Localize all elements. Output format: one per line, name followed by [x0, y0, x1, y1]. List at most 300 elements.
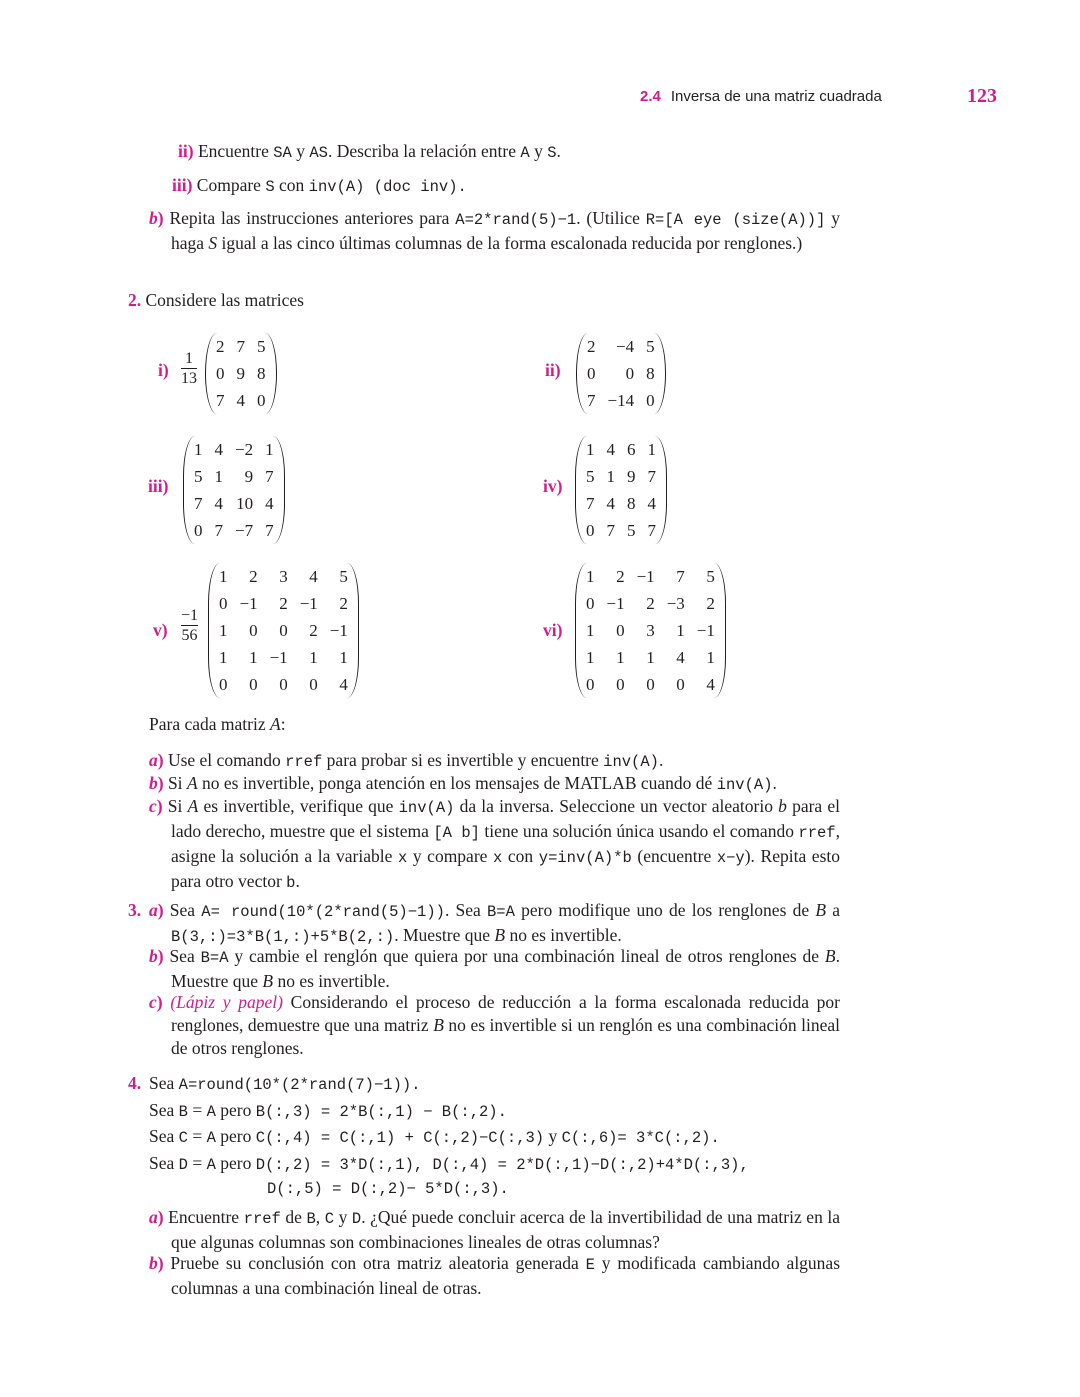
text: no es invertible.: [505, 925, 622, 945]
matrix-entry: 7: [216, 390, 225, 410]
item-2-heading: [128, 289, 304, 312]
item-label: ii): [178, 141, 198, 161]
text: Sea: [169, 946, 201, 966]
text: :: [280, 714, 286, 734]
matrix-entry: 0: [257, 390, 266, 410]
text: Use el comando: [167, 750, 286, 770]
math-var: B: [262, 971, 274, 991]
text: (encuentre: [631, 846, 717, 866]
text: Pruebe su conclusión con otra matriz aleatoria generada: [170, 1253, 586, 1273]
matrix-row: [188, 436, 280, 463]
matrix-row: [580, 517, 662, 544]
matrix-entry: 7: [676, 566, 685, 586]
matrix-entry: 3: [646, 620, 655, 640]
item-label: b: [149, 773, 158, 793]
item-4a: [149, 1206, 840, 1254]
item-label: ): [157, 900, 170, 920]
code: C: [324, 1210, 335, 1228]
matrix-row: [580, 644, 721, 671]
text: . (Utilice: [576, 208, 646, 228]
matrix-entry: −1: [239, 593, 258, 613]
text: Sea: [149, 1153, 179, 1173]
text: ,: [315, 1207, 325, 1227]
item-label: 2.: [128, 290, 146, 310]
text: . ¿Qué puede concluir acerca de la invertibilidad de una matriz en la que algunas columnas son combinaciones lineales de otras columnas?: [171, 1207, 841, 1252]
item-4-def-d-cont: [267, 1176, 509, 1201]
text: y: [291, 141, 310, 161]
matrix-entry: 4: [214, 439, 223, 459]
matrix-entry: 7: [647, 520, 656, 540]
matrix-entry: 4: [265, 493, 274, 513]
text: Si: [167, 796, 188, 816]
text: =: [187, 1100, 207, 1120]
matrix-row: [188, 490, 280, 517]
matrix-iv: [575, 436, 667, 544]
item-4b: [149, 1252, 840, 1300]
item-label: c: [149, 992, 157, 1012]
item-4-number: [128, 1072, 141, 1095]
matrix-entry: 4: [309, 566, 318, 586]
text: Compare: [196, 175, 266, 195]
text: Si: [167, 773, 187, 793]
matrix-row: [213, 671, 354, 698]
code: A: [206, 1103, 216, 1121]
item-label: ): [156, 796, 168, 816]
text: Sea: [149, 1100, 179, 1120]
code: C(:,4) = C(:,1) + C(:,2)−C(:,3): [255, 1129, 545, 1147]
matrix-entry: 1: [219, 566, 228, 586]
matrix-entry: 5: [627, 520, 636, 540]
item-label: ): [157, 946, 170, 966]
text: es invertible, verifique que: [198, 796, 399, 816]
code: A: [206, 1129, 216, 1147]
code: B: [178, 1103, 188, 1121]
fraction-denominator: 13: [181, 370, 197, 387]
matrix-entry: 3: [279, 566, 288, 586]
matrix-row: [213, 644, 354, 671]
text: y cambie el renglón que quiera por una combinación lineal de otros renglones de: [228, 946, 825, 966]
matrix-entry: 0: [586, 520, 595, 540]
item-2c: [149, 795, 840, 895]
matrix-entry: 4: [606, 493, 615, 513]
matrix-row: [580, 563, 721, 590]
item-label: ): [157, 1207, 169, 1227]
matrix-entry: 0: [625, 363, 635, 383]
item-4-def-b: [149, 1099, 507, 1124]
item-2b: [149, 772, 840, 797]
matrix-row: [580, 671, 721, 698]
math-var: B: [824, 946, 836, 966]
item-label: c: [149, 796, 157, 816]
matrix-entry: 4: [236, 390, 245, 410]
matrix-entry: 0: [586, 674, 595, 694]
matrix-entry: 7: [265, 466, 274, 486]
matrix-row: [581, 360, 661, 387]
matrix-entry: 1: [586, 620, 595, 640]
matrix-entry: 4: [647, 493, 656, 513]
matrix-entry: −1: [606, 593, 625, 613]
matrix-entry: 0: [249, 620, 258, 640]
matrix-entry: 7: [265, 520, 274, 540]
matrix-entry: 7: [236, 336, 245, 356]
code: S: [547, 144, 557, 162]
math-var: A: [186, 773, 198, 793]
text: . Describa la relación entre: [327, 141, 521, 161]
text: ). Repita esto para otro vector: [171, 846, 840, 891]
matrix-entry: 0: [676, 674, 685, 694]
matrix-entry: −1: [696, 620, 715, 640]
item-label: b: [149, 1253, 158, 1273]
matrix-row: [213, 590, 354, 617]
text: pero: [215, 1153, 256, 1173]
matrix-entry: 4: [706, 674, 715, 694]
code: x: [397, 849, 408, 867]
matrix-ii: [576, 333, 666, 414]
math-var: B: [433, 1015, 444, 1035]
matrix-label-iii: iii): [148, 476, 169, 496]
matrix-entry: 2: [309, 620, 318, 640]
matrix-entry: 5: [339, 566, 348, 586]
matrix-entry: 2: [339, 593, 348, 613]
matrix-entry: 7: [647, 466, 656, 486]
code: B(:,3) = 2*B(:,1) − B(:,2).: [255, 1103, 507, 1121]
code: D(:,5) = D(:,2)− 5*D(:,3).: [267, 1180, 509, 1198]
matrix-row: [213, 563, 354, 590]
math-var: b: [778, 796, 787, 816]
matrix-entry: 1: [646, 647, 655, 667]
text: no es invertible, ponga atención en los mensajes de MATLAB cuando dé: [197, 773, 717, 793]
emphasis: (Lápiz y papel): [170, 992, 283, 1012]
matrix-entry: 0: [279, 674, 288, 694]
code: D: [351, 1210, 362, 1228]
item-label: 4.: [128, 1073, 142, 1093]
code: A=2*rand(5)−1: [455, 211, 577, 229]
text: Encuentre: [168, 1207, 244, 1227]
matrix-entry: 4: [676, 647, 685, 667]
matrix-row: [210, 360, 272, 387]
text: no es invertible.: [273, 971, 390, 991]
text: pero modifique uno de los renglones de: [514, 900, 816, 920]
code: R=[A eye (size(A))]: [645, 211, 826, 229]
matrix-row: [188, 463, 280, 490]
code: E: [585, 1256, 595, 1274]
text: a: [826, 900, 840, 920]
code: D: [178, 1156, 188, 1174]
text: y: [334, 1207, 352, 1227]
matrix-entry: 0: [646, 390, 655, 410]
item-label: a: [149, 1207, 158, 1227]
code: x−y: [716, 849, 745, 867]
matrix-entry: 0: [194, 520, 203, 540]
matrix-entry: 7: [587, 390, 596, 410]
matrix-entry: −1: [329, 620, 348, 640]
code: B(3,:)=3*B(1,:)+5*B(2,:): [171, 928, 395, 946]
text: y: [544, 1126, 562, 1146]
code: S: [265, 178, 275, 196]
matrix-entry: 1: [606, 466, 615, 486]
text: con: [502, 846, 539, 866]
code: rref: [243, 1210, 281, 1228]
instruction-line: [149, 713, 286, 736]
text: . Muestre que: [171, 946, 840, 991]
matrix-entry: 9: [244, 466, 254, 486]
fraction-denominator: 56: [181, 627, 198, 644]
item-1a-iii: [172, 174, 467, 199]
matrix-vi: [575, 563, 726, 698]
text: =: [187, 1126, 207, 1146]
matrix-entry: 0: [616, 620, 625, 640]
item-1b: [149, 207, 840, 255]
code: rref: [798, 824, 836, 842]
matrix-entry: 10: [236, 493, 254, 513]
code: C: [178, 1129, 188, 1147]
matrix-entry: 1: [647, 439, 656, 459]
text: Sea: [149, 1126, 179, 1146]
text: =: [187, 1153, 207, 1173]
matrix-entry: 5: [586, 466, 595, 486]
matrix-entry: 4: [214, 493, 223, 513]
text: para el lado derecho, muestre que el sistema: [171, 796, 841, 841]
text: y haga: [171, 208, 841, 253]
item-label: ): [156, 992, 171, 1012]
code: C(:,6)= 3*C(:,2).: [561, 1129, 720, 1147]
matrix-entry: 7: [606, 520, 615, 540]
math-var: A: [187, 796, 199, 816]
matrix-entry: 1: [214, 466, 223, 486]
text: Encuentre: [197, 141, 274, 161]
matrix-entry: 0: [646, 674, 655, 694]
matrix-entry: 7: [586, 493, 595, 513]
matrix-entry: −14: [607, 390, 635, 410]
text: no es invertible si un renglón es una combinación lineal de otros renglones.: [171, 1015, 841, 1058]
matrix-entry: 2: [646, 593, 655, 613]
matrix-entry: 0: [616, 674, 625, 694]
matrix-entry: −1: [636, 566, 655, 586]
matrix-entry: 8: [257, 363, 266, 383]
code: B=A: [487, 903, 515, 921]
text: Sea: [149, 1073, 179, 1093]
matrix-entry: −2: [235, 439, 254, 459]
code: inv(A) (doc inv).: [308, 178, 467, 196]
matrix-entry: 1: [706, 647, 715, 667]
matrix-entry: 1: [249, 647, 258, 667]
matrix-entry: 0: [586, 593, 595, 613]
matrix-entry: 2: [249, 566, 258, 586]
fraction-numerator: 1: [181, 349, 197, 369]
matrix-entry: 0: [249, 674, 258, 694]
matrix-entry: 1: [219, 620, 228, 640]
code: inv(A): [398, 799, 455, 817]
matrix-row: [210, 387, 272, 414]
matrix-row: [580, 617, 721, 644]
code: A= round(10*(2*rand(5)−1)): [201, 903, 445, 921]
text: pero: [215, 1126, 256, 1146]
running-header: [640, 88, 882, 105]
text: .: [556, 141, 561, 161]
item-label: ): [157, 773, 168, 793]
math-var: S: [208, 233, 218, 253]
matrix-entry: 1: [586, 647, 595, 667]
matrix-entry: −1: [299, 593, 318, 613]
matrix-entry: 0: [219, 674, 228, 694]
item-3-number: [128, 899, 141, 922]
text: y modificada cambiando algunas columnas a una combinación lineal de otras.: [171, 1253, 841, 1298]
matrix-row: [580, 436, 662, 463]
matrix-entry: 1: [616, 647, 625, 667]
math-var: B: [494, 925, 506, 945]
scalar-fraction: [181, 349, 197, 388]
text: de: [280, 1207, 307, 1227]
matrix-entry: −1: [269, 647, 288, 667]
matrix-entry: 0: [587, 363, 596, 383]
matrix-entry: 2: [616, 566, 625, 586]
text: Para cada matriz: [149, 714, 270, 734]
matrix-i: [205, 333, 277, 414]
scalar-fraction: [181, 606, 198, 645]
text: Considerando el proceso de reducción a la forma escalonada reducida por renglones, demuestre que una matriz: [171, 992, 841, 1035]
item-label: a: [149, 900, 158, 920]
item-2a: [149, 749, 840, 774]
text: y: [529, 141, 548, 161]
matrix-entry: 2: [706, 593, 715, 613]
code: b: [286, 874, 296, 892]
matrix-entry: 1: [339, 647, 348, 667]
matrix-entry: 0: [279, 620, 288, 640]
code: y=inv(A)*b: [538, 849, 632, 867]
item-label: b: [149, 208, 158, 228]
matrix-row: [581, 387, 661, 414]
code: SA: [273, 144, 292, 162]
matrix-entry: 1: [676, 620, 685, 640]
code: D(:,2) = 3*D(:,1), D(:,4) = 2*D(:,1)−D(:,2)+4*D(:,3),: [255, 1156, 749, 1174]
text: , asigne la solución a la variable: [171, 821, 840, 866]
matrix-entry: 4: [339, 674, 348, 694]
code: A=round(10*(2*rand(7)−1)).: [178, 1076, 421, 1094]
section-number: 2.4: [640, 88, 661, 105]
section-title: Inversa de una matriz cuadrada: [670, 88, 882, 105]
item-3b: [149, 945, 840, 993]
matrix-label-ii: ii): [545, 360, 561, 380]
matrix-entry: 5: [706, 566, 715, 586]
matrix-entry: 1: [586, 566, 595, 586]
item-4-def-d: [149, 1152, 749, 1177]
matrix-row: [580, 590, 721, 617]
matrix-entry: 5: [257, 336, 266, 356]
item-label: a: [149, 750, 158, 770]
text: igual a las cinco últimas columnas de la forma escalonada reducida por renglones.): [217, 233, 803, 253]
matrix-iii: [183, 436, 285, 544]
matrix-entry: 7: [194, 493, 203, 513]
code: x: [493, 849, 503, 867]
matrix-label-v: v): [153, 620, 168, 640]
matrix-row: [581, 333, 661, 360]
matrix-entry: 2: [216, 336, 225, 356]
item-3c: [149, 991, 840, 1060]
matrix-entry: 8: [627, 493, 636, 513]
text: pero: [215, 1100, 256, 1120]
item-label: iii): [172, 175, 197, 195]
code: B=A: [200, 949, 229, 967]
text: y compare: [407, 846, 494, 866]
matrix-entry: −7: [235, 520, 254, 540]
matrix-entry: 0: [216, 363, 225, 383]
matrix-entry: 1: [219, 647, 228, 667]
matrix-label-vi: vi): [543, 620, 563, 640]
code: B: [306, 1210, 316, 1228]
text: da la inversa. Seleccione un vector aleatorio: [454, 796, 779, 816]
text: Considere las matrices: [145, 290, 304, 310]
item-label: 3.: [128, 900, 142, 920]
text: Sea: [169, 900, 202, 920]
item-4-def-c: [149, 1125, 720, 1150]
text: .: [772, 773, 777, 793]
math-var: B: [815, 900, 827, 920]
matrix-row: [580, 490, 662, 517]
text: para probar si es invertible y encuentre: [322, 750, 604, 770]
matrix-entry: 5: [646, 336, 655, 356]
matrix-row: [580, 463, 662, 490]
page-number: 123: [967, 85, 997, 107]
matrix-entry: −4: [616, 336, 635, 356]
fraction-numerator: −1: [181, 607, 199, 624]
matrix-entry: 2: [587, 336, 596, 356]
matrix-entry: 1: [265, 439, 274, 459]
code: A: [206, 1156, 216, 1174]
text: .: [658, 750, 664, 770]
matrix-entry: 0: [219, 593, 228, 613]
matrix-entry: 7: [214, 520, 223, 540]
matrix-v: [208, 563, 359, 698]
matrix-entry: 8: [646, 363, 655, 383]
matrix-entry: 9: [627, 466, 636, 486]
text: Repita las instrucciones anteriores para: [169, 208, 456, 228]
matrix-entry: −3: [666, 593, 685, 613]
matrix-entry: 1: [194, 439, 203, 459]
code: inv(A): [603, 753, 659, 771]
item-1a-ii: [178, 140, 561, 165]
text: .: [295, 871, 300, 891]
text: . Sea: [444, 900, 487, 920]
code: [A b]: [433, 824, 480, 842]
code: A: [520, 144, 530, 162]
text: . Muestre que: [394, 925, 495, 945]
matrix-entry: 1: [309, 647, 318, 667]
code: AS: [309, 144, 328, 162]
item-3a: [149, 899, 840, 949]
matrix-entry: 2: [279, 593, 288, 613]
code: rref: [285, 753, 323, 771]
math-var: A: [269, 714, 281, 734]
item-label: ): [157, 1253, 171, 1273]
matrix-entry: 6: [627, 439, 636, 459]
item-label: b: [149, 946, 158, 966]
item-label: ): [157, 750, 168, 770]
matrix-row: [188, 517, 280, 544]
matrix-label-i: i): [158, 360, 169, 380]
matrix-entry: 0: [309, 674, 318, 694]
matrix-entry: 4: [606, 439, 615, 459]
matrix-row: [213, 617, 354, 644]
matrix-entry: 9: [236, 363, 245, 383]
item-label: ): [157, 208, 170, 228]
text: con: [274, 175, 309, 195]
item-4-def-a: [149, 1072, 421, 1097]
matrix-label-iv: iv): [543, 476, 563, 496]
text: tiene una solución única usando el comando: [479, 821, 799, 841]
matrix-entry: 1: [586, 439, 595, 459]
matrix-entry: 5: [194, 466, 203, 486]
matrix-row: [210, 333, 272, 360]
